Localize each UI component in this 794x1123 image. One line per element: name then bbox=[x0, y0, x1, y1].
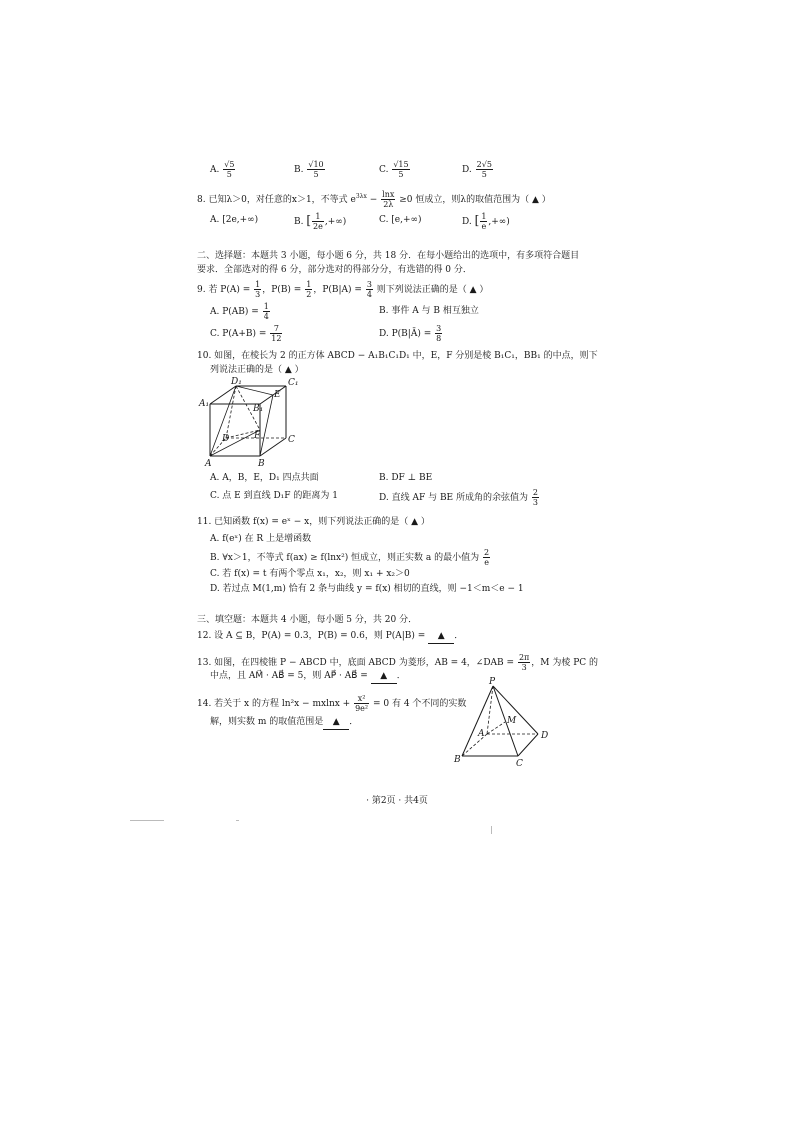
q9-option-d bbox=[379, 324, 443, 343]
option-label: C. bbox=[379, 165, 389, 175]
q12-answer-blank: ▲ bbox=[428, 630, 454, 644]
q10-option-c: C. 点 E 到直线 D₁F 的距离为 1 bbox=[210, 491, 338, 501]
denominator: e bbox=[484, 558, 489, 567]
page-footer: · 第2页 · 共4页 bbox=[366, 796, 428, 806]
q10-option-b: B. DF ⊥ BE bbox=[379, 473, 433, 483]
segment-am-hidden bbox=[487, 722, 505, 734]
fraction bbox=[223, 160, 235, 179]
option-text: A. P(AB) = bbox=[210, 307, 262, 317]
q8-exponent: 3λx bbox=[355, 193, 367, 200]
scan-mark bbox=[491, 826, 492, 834]
pyramid-figure bbox=[452, 676, 556, 768]
q12-stem bbox=[197, 630, 463, 644]
q12-tail: ． bbox=[454, 631, 464, 641]
q9-text-1: 9. 若 P(A) = bbox=[197, 285, 254, 295]
q9-option-a bbox=[210, 302, 271, 321]
denominator: 2λ bbox=[383, 200, 394, 209]
numerator: 2 bbox=[484, 548, 490, 557]
bracket: [ bbox=[474, 213, 480, 227]
edge-cd bbox=[518, 734, 538, 756]
segment-d1e bbox=[236, 386, 273, 395]
q13-stem-line2 bbox=[210, 670, 406, 684]
fraction bbox=[392, 160, 409, 179]
numerator: lnx bbox=[382, 190, 395, 199]
q8-text-a: 8. 已知λ＞0，对任意的x＞1，不等式 e bbox=[197, 195, 356, 205]
fraction bbox=[366, 280, 373, 299]
section3-heading: 三、填空题：本题共 4 小题，每小题 5 分，共 20 分． bbox=[197, 615, 418, 625]
q8-option-d bbox=[462, 212, 510, 231]
label-a: A bbox=[205, 459, 212, 468]
denominator: 3 bbox=[521, 663, 527, 672]
numerator: 1 bbox=[481, 212, 487, 221]
fraction bbox=[435, 324, 442, 343]
denominator: 3 bbox=[532, 498, 538, 507]
label-d: D bbox=[222, 434, 230, 444]
denominator: 5 bbox=[398, 170, 404, 179]
q9-text-3: ，P(B|A) = bbox=[313, 285, 365, 295]
q11-option-a: A. f(eˣ) 在 R 上是增函数 bbox=[210, 534, 312, 544]
cube-figure bbox=[198, 376, 308, 468]
q8-option-c: C. [e,+∞) bbox=[379, 215, 422, 225]
numerator: 2π bbox=[518, 653, 530, 662]
q14-answer-blank: ▲ bbox=[323, 716, 349, 730]
q9-text-2: ，P(B) = bbox=[262, 285, 305, 295]
fraction bbox=[263, 302, 270, 321]
q9-text-4: 则下列说法正确的是（ ▲ ） bbox=[373, 285, 489, 295]
edge-pd bbox=[493, 686, 538, 734]
label-f: F bbox=[254, 431, 261, 441]
option-label: B. bbox=[294, 165, 304, 175]
fraction bbox=[381, 190, 395, 209]
q14-stem-line2 bbox=[210, 716, 358, 730]
q8-option-a: A. [2e,+∞) bbox=[210, 215, 259, 225]
scan-mark bbox=[236, 820, 239, 821]
option-text: D. P(B|Ā) = bbox=[379, 329, 435, 339]
label-b1: B₁ bbox=[253, 404, 264, 414]
label-a: A bbox=[478, 729, 485, 739]
q7-option-d bbox=[462, 160, 494, 179]
numerator: 1 bbox=[263, 302, 269, 311]
denominator: 4 bbox=[366, 290, 372, 299]
denominator: 5 bbox=[226, 170, 232, 179]
q10-stem-line1: 10. 如图，在棱长为 2 的正方体 ABCD − A₁B₁C₁D₁ 中，E，F 分别是棱 B₁C₁，BB₁ 的中点，则下 bbox=[197, 351, 598, 361]
fraction bbox=[354, 694, 369, 713]
fraction bbox=[270, 324, 282, 343]
q8-stem bbox=[197, 190, 551, 209]
label-m: M bbox=[507, 716, 517, 726]
numerator: 2√5 bbox=[476, 160, 492, 169]
q9-stem bbox=[197, 280, 488, 299]
denominator: 3 bbox=[255, 290, 261, 299]
q11-option-d: D. 若过点 M(1,m) 恰有 2 条与曲线 y = f(x) 相切的直线，则 −1＜m＜e − 1 bbox=[210, 584, 524, 594]
label-d1: D₁ bbox=[231, 377, 242, 387]
option-tail: ,+∞) bbox=[324, 217, 347, 227]
q12-text: 12. 设 A ⊆ B，P(A) = 0.3，P(B) = 0.6，则 P(A|B) = bbox=[197, 631, 429, 641]
q11-option-c: C. 若 f(x) = t 有两个零点 x₁，x₂，则 x₁ + x₂＞0 bbox=[210, 569, 410, 579]
q14-text-tail: = 0 有 4 个不同的实数 bbox=[370, 699, 467, 709]
q7-option-c bbox=[379, 160, 411, 179]
q13-text-2: 中点，且 AM⃗ · AB⃗ = 5，则 AP⃗ · AB⃗ = bbox=[210, 671, 371, 681]
fraction bbox=[305, 280, 312, 299]
fraction bbox=[476, 160, 493, 179]
denominator: 9e² bbox=[355, 704, 369, 713]
section2-heading-line2: 要求．全部选对的得 6 分，部分选对的得部分分，有选错的得 0 分． bbox=[197, 265, 472, 275]
denominator: 2e bbox=[313, 222, 323, 231]
option-text: C. P(A+B) = bbox=[210, 329, 270, 339]
numerator: 1 bbox=[312, 212, 324, 222]
label-c: C bbox=[516, 759, 523, 768]
numerator: 3 bbox=[436, 324, 442, 333]
q13-text-tail: ，M 为棱 PC 的 bbox=[531, 658, 599, 668]
q9-option-b: B. 事件 A 与 B 相互独立 bbox=[379, 306, 479, 316]
fraction bbox=[312, 212, 324, 231]
edge-a1d1 bbox=[210, 386, 236, 404]
q13-answer-blank: ▲ bbox=[371, 670, 397, 684]
label-b: B bbox=[454, 755, 461, 765]
q8-text-c: ≥0 恒成立，则λ的取值范围为（ ▲ ） bbox=[396, 195, 551, 205]
option-text: D. 直线 AF 与 BE 所成角的余弦值为 bbox=[379, 493, 531, 503]
edge-bc bbox=[260, 438, 286, 456]
label-b: B bbox=[258, 459, 265, 468]
numerator: √10 bbox=[308, 160, 324, 169]
denominator: 12 bbox=[271, 334, 282, 343]
q13-tail: ． bbox=[396, 671, 406, 681]
section2-heading-line1: 二、选择题：本题共 3 小题，每小题 6 分，共 18 分．在每小题给出的选项中，有多项符合题目 bbox=[197, 251, 580, 261]
q8-text-b: − bbox=[366, 195, 381, 205]
label-c1: C₁ bbox=[288, 378, 299, 388]
q10-option-a: A. A，B，E，D₁ 四点共面 bbox=[210, 473, 319, 483]
option-label: B. bbox=[294, 217, 307, 227]
q14-tail: ． bbox=[349, 717, 359, 727]
denominator: e bbox=[481, 222, 487, 231]
numerator: x² bbox=[354, 694, 369, 704]
fraction bbox=[307, 160, 324, 179]
option-label: D. bbox=[462, 165, 472, 175]
denominator: 5 bbox=[313, 170, 319, 179]
label-e: E bbox=[274, 390, 281, 400]
q14-stem-line1 bbox=[197, 694, 466, 713]
denominator: 8 bbox=[436, 334, 442, 343]
q9-option-c bbox=[210, 324, 283, 343]
q14-text-2: 解，则实数 m 的取值范围是 bbox=[210, 717, 324, 727]
q8-option-b bbox=[294, 212, 346, 231]
numerator: √15 bbox=[393, 160, 409, 169]
numerator: √5 bbox=[224, 160, 235, 169]
segment-ad1 bbox=[210, 386, 236, 456]
q7-option-a bbox=[210, 160, 236, 179]
label-p: P bbox=[489, 677, 496, 687]
bracket: [ bbox=[306, 213, 312, 227]
denominator: 4 bbox=[263, 312, 269, 321]
segment-af bbox=[210, 430, 260, 456]
numerator: 1 bbox=[306, 280, 312, 289]
denominator: 5 bbox=[481, 170, 487, 179]
option-label: A. bbox=[210, 165, 220, 175]
fraction bbox=[532, 488, 539, 507]
edge-dd1-hidden bbox=[226, 386, 236, 438]
fraction bbox=[254, 280, 261, 299]
q14-text: 14. 若关于 x 的方程 ln²x − mxlnx + bbox=[197, 699, 354, 709]
option-label: D. bbox=[462, 217, 475, 227]
option-tail: ,+∞) bbox=[488, 217, 510, 227]
numerator: 3 bbox=[366, 280, 372, 289]
fraction bbox=[480, 212, 487, 231]
q11-stem: 11. 已知函数 f(x) = eˣ − x，则下列说法正确的是（ ▲ ） bbox=[197, 517, 430, 527]
q13-text: 13. 如图，在四棱锥 P − ABCD 中，底面 ABCD 为菱形，AB = 4，∠DAB = bbox=[197, 658, 517, 668]
numerator: 1 bbox=[255, 280, 261, 289]
scan-mark bbox=[130, 820, 164, 821]
fraction bbox=[483, 548, 490, 567]
q7-option-b bbox=[294, 160, 326, 179]
numerator: 7 bbox=[270, 324, 282, 334]
label-d: D bbox=[541, 731, 549, 741]
denominator: 2 bbox=[306, 290, 312, 299]
option-text: B. ∀x＞1，不等式 f(ax) ≥ f(lnx²) 恒成立，则正实数 a 的最小值为 bbox=[210, 553, 483, 563]
q10-stem-line2: 列说法正确的是（ ▲ ） bbox=[210, 365, 304, 375]
q10-option-d bbox=[379, 488, 540, 507]
fraction bbox=[518, 653, 530, 672]
q11-option-b bbox=[210, 548, 491, 567]
label-a1: A₁ bbox=[199, 399, 210, 409]
label-c: C bbox=[288, 435, 295, 445]
numerator: 2 bbox=[532, 488, 538, 497]
